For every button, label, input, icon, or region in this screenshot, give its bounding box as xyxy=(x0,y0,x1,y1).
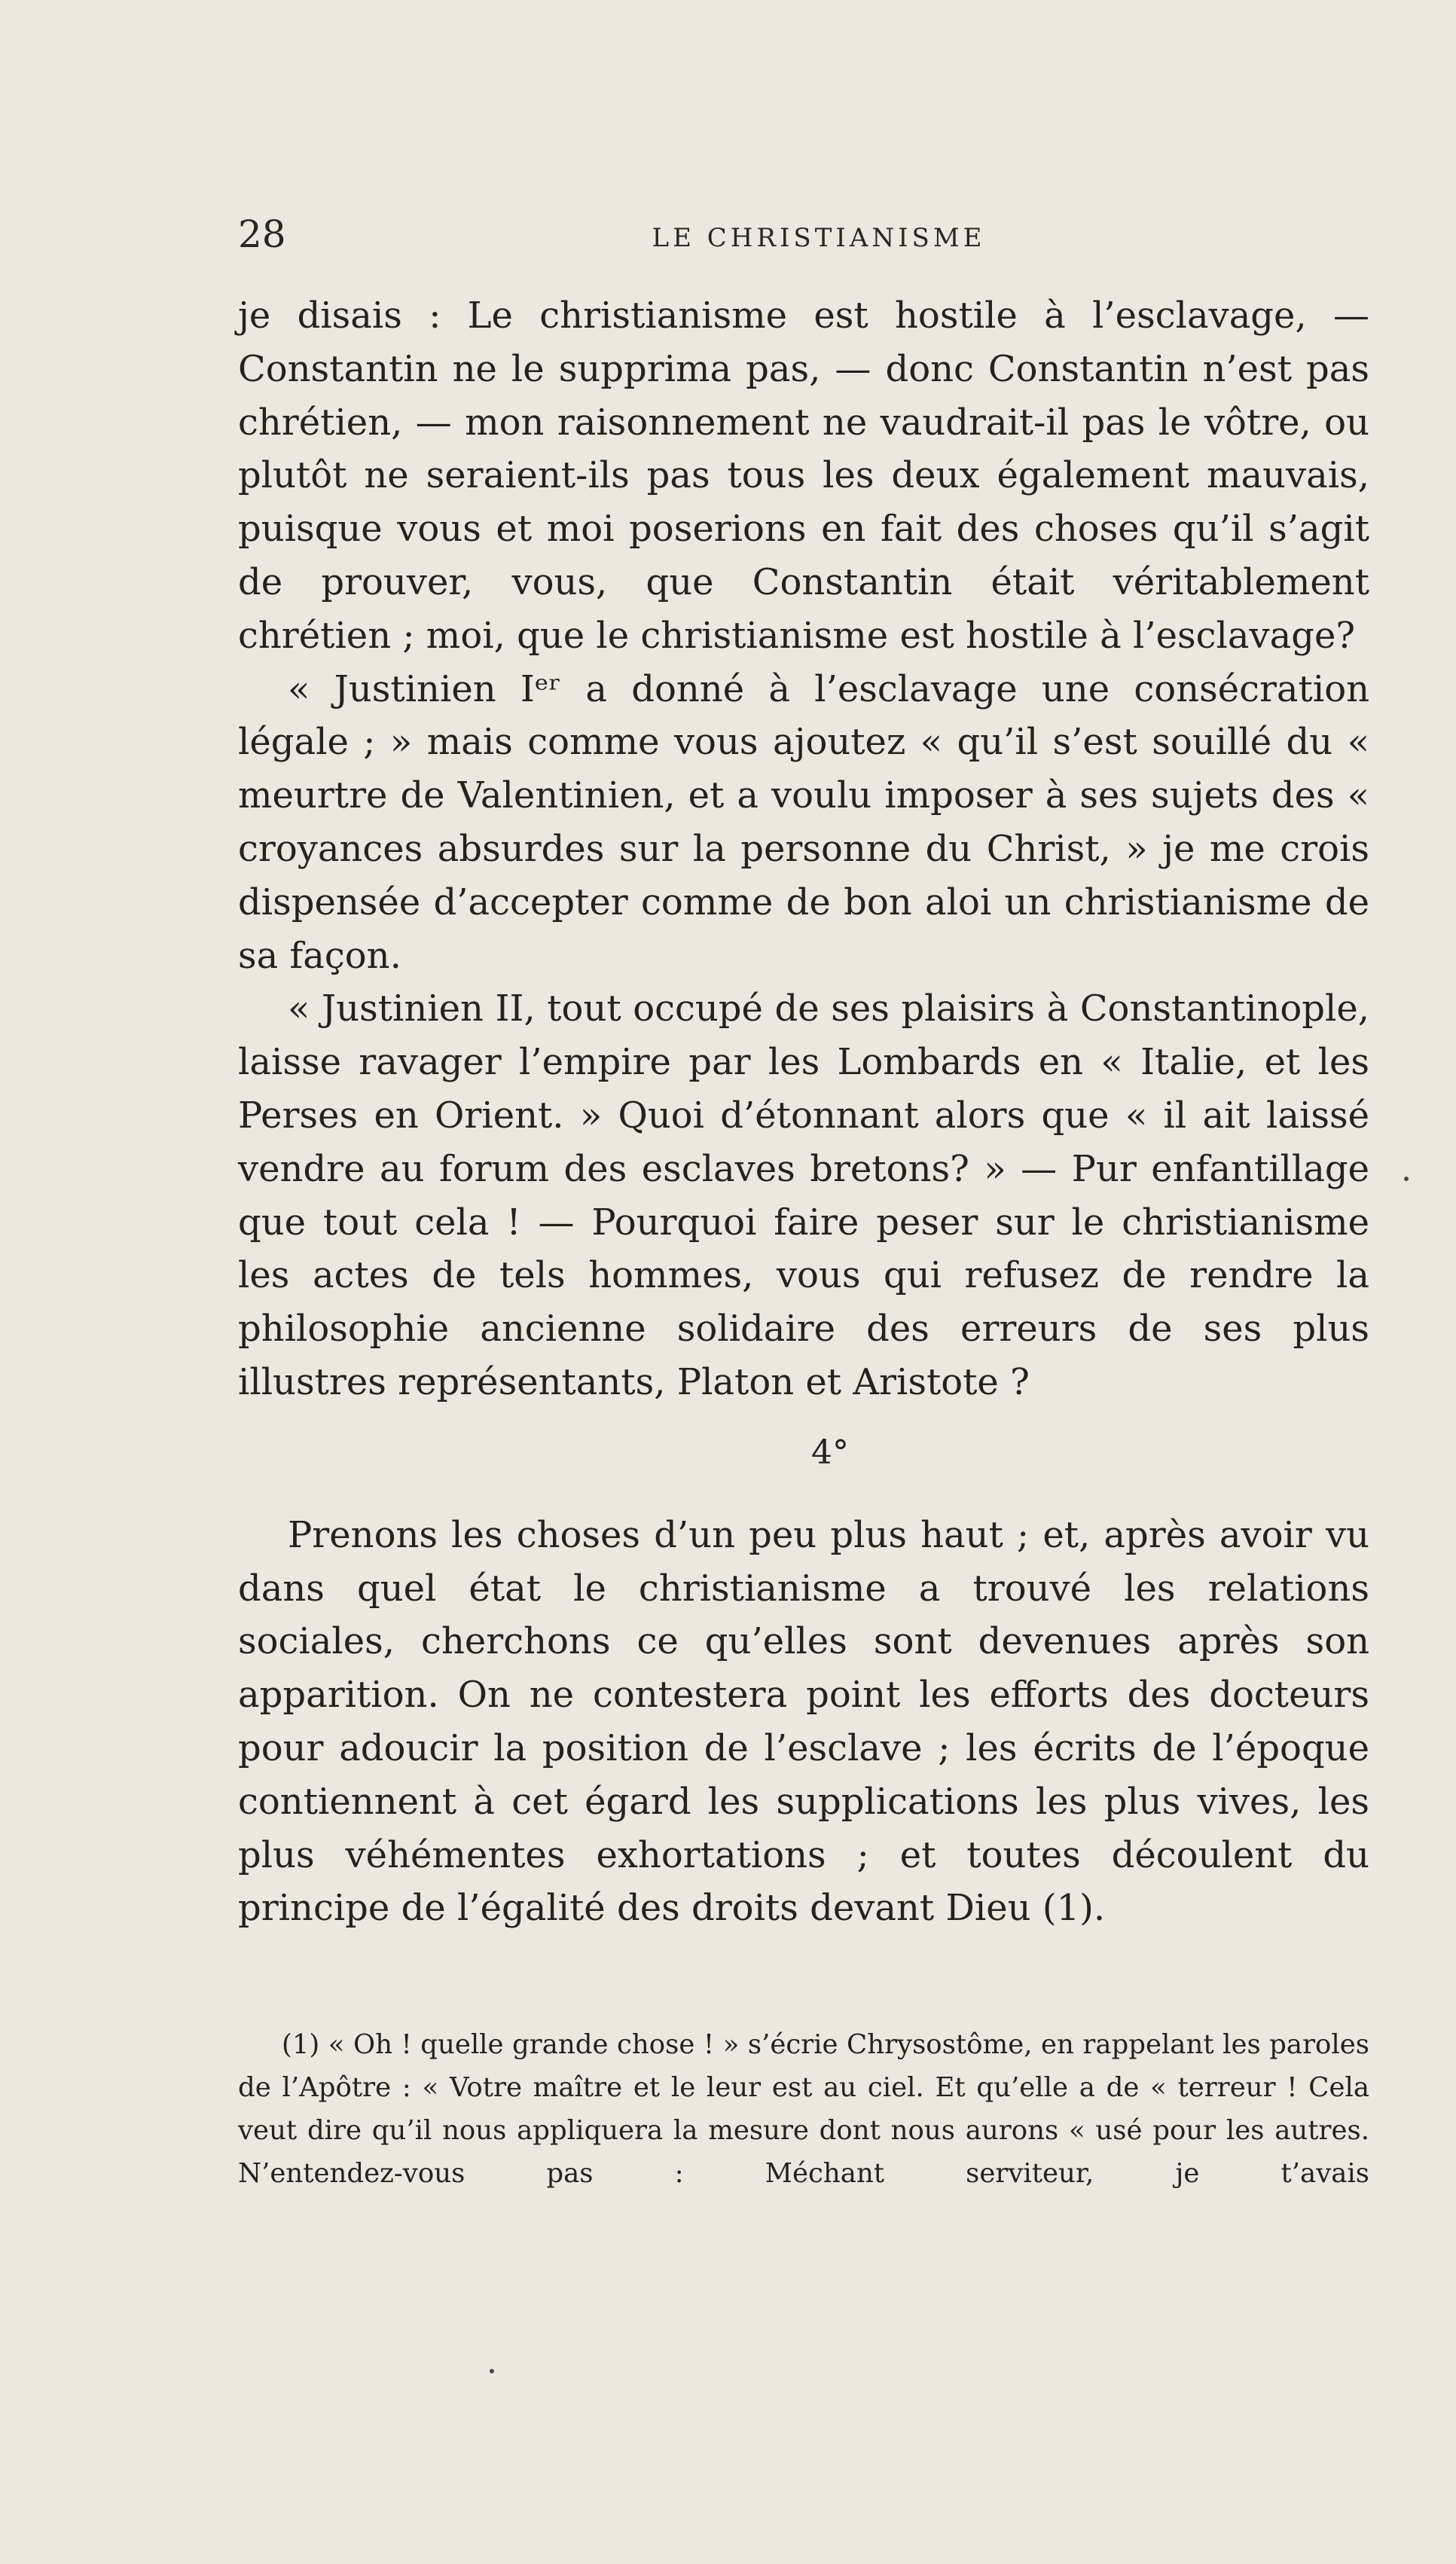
paragraph-3: « Justinien II, tout occupé de ses plaisirs à Constantinople, laisse ravager l’empire par les Lombards en « Italie, et les Perses en Orient. » Quoi d’étonnant alors que « il ait laissé vendre au forum des esclaves bretons? » — Pur enfantillage que tout cela ! — Pourquoi faire peser sur le christianisme les actes de tels hommes, vous qui refusez de rendre la philosophie ancienne solidaire des erreurs de ses plus illustres représentants, Platon et Aristote ? xyxy=(238,987,1369,1403)
running-head xyxy=(238,212,1369,265)
paragraph-2: « Justinien Iᵉʳ a donné à l’esclavage une consécration légale ; » mais comme vous ajoutez « qu’il s’est souillé du « meurtre de Valentinien, et a voulu imposer à ses sujets des « croyances absurdes sur la personne du Christ, » je me crois dispensée d’accepter comme de bon aloi un christianisme de sa façon. xyxy=(238,667,1369,977)
footnote-1: (1) « Oh ! quelle grande chose ! » s’écrie Chrysostôme, en rappelant les paroles de l’Apôtre : « Votre maître et le leur est au ciel. Et qu’elle a de « terreur ! Cela veut dire qu’il nous appliquera la mesure dont nous aurons « usé pour les autres. N’entendez-vous pas : Méchant serviteur, je t’avais xyxy=(238,2029,1369,2189)
stray-mark xyxy=(1404,1177,1409,1181)
page-number: 28 xyxy=(238,212,286,256)
paragraph-4: Prenons les choses d’un peu plus haut ; et, après avoir vu dans quel état le christianisme a trouvé les relations sociales, cherchons ce qu’elles sont devenues après son apparition. On ne contestera point les efforts des docteurs pour adoucir la position de l’esclave ; les écrits de l’époque contiennent à cet égard les supplications les plus vives, les plus véhémentes exhortations ; et toutes découlent du principe de l’égalité des droits devant Dieu (1). xyxy=(238,1513,1369,1930)
footnotes xyxy=(238,2023,1369,2195)
body-text xyxy=(238,289,1369,1935)
section-marker: 4° xyxy=(811,1433,849,1472)
running-title: LE CHRISTIANISME xyxy=(652,223,986,253)
stray-mark xyxy=(490,2369,494,2373)
paragraph-1: je disais : Le christianisme est hostile à l’esclavage, — Constantin ne le supprima pas, — donc Constantin n’est pas chrétien, — mon raisonnement ne vaudrait-il pas le vôtre, ou plutôt ne seraient-ils pas tous les deux également mauvais, puisque vous et moi poserions en fait des choses qu’il s’agit de prouver, vous, que Constantin était véritablement chrétien ; moi, que le christianisme est hostile à l’esclavage? xyxy=(238,295,1369,657)
